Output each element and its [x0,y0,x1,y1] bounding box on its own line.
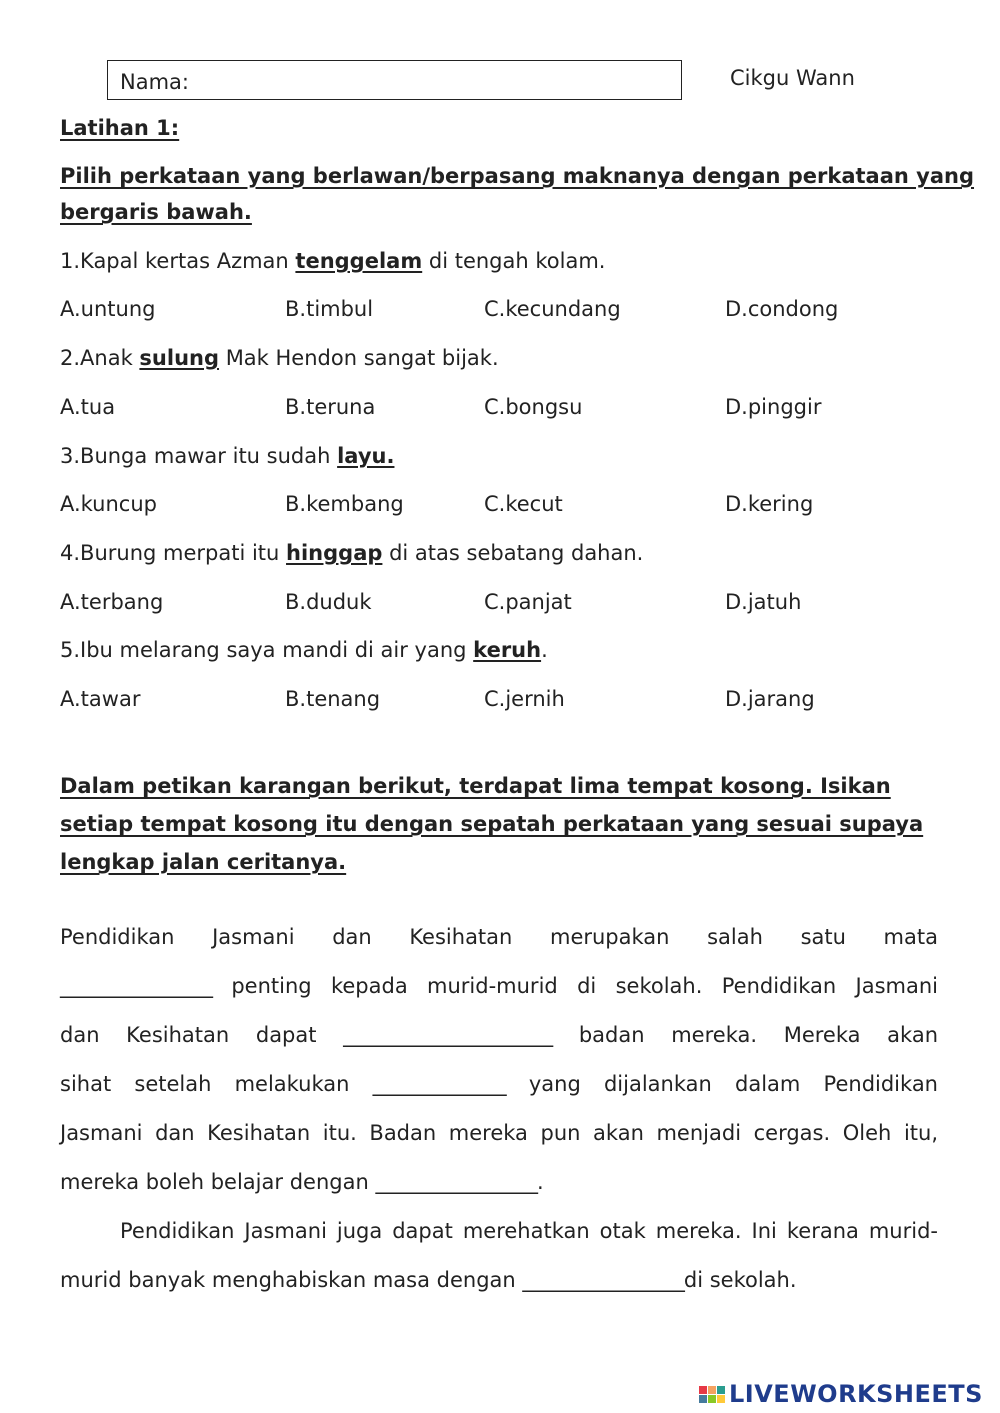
question-text: 2.Anak [60,346,140,370]
passage-line [60,974,938,998]
passage-line: Jasmani dan Kesihatan itu. Badan mereka pun akan menjadi cergas. Oleh itu, [60,1121,938,1145]
blank-5[interactable]: _________________ [522,1268,684,1292]
option-d[interactable]: D.condong [725,297,839,321]
passage-line [60,1268,938,1292]
passage-text: dan Kesihatan dapat [60,1023,344,1047]
underlined-word: sulung [139,346,220,370]
passage-text: penting kepada murid-murid di sekolah. Pendidikan Jasmani [212,974,938,998]
option-a[interactable]: A.untung [60,297,156,321]
question-text: di tengah kolam. [422,249,606,273]
logo-square [699,1395,707,1403]
option-c[interactable]: C.jernih [484,687,565,711]
logo-mark-icon [699,1386,725,1403]
underlined-word: layu. [337,444,395,468]
passage-text: sihat setelah melakukan [60,1072,373,1096]
question-1 [60,249,605,273]
option-b[interactable]: B.timbul [285,297,374,321]
question-text: 3.Bunga mawar itu sudah [60,444,338,468]
question-2 [60,346,499,370]
question-text: Mak Hendon sangat bijak. [219,346,499,370]
blank-3[interactable]: ______________ [372,1072,506,1096]
option-a[interactable]: A.tua [60,395,116,419]
option-d[interactable]: D.kering [725,492,814,516]
instruction-line: lengkap jalan ceritanya. [60,850,347,874]
question-5 [60,638,548,662]
underlined-word: hinggap [286,541,383,565]
option-d[interactable]: D.jarang [725,687,815,711]
blank-2[interactable]: ______________________ [343,1023,553,1047]
option-b[interactable]: B.tenang [285,687,381,711]
instruction-line: Dalam petikan karangan berikut, terdapat lima tempat kosong. Isikan [60,774,891,798]
passage-text: mereka boleh belajar dengan [60,1170,376,1194]
option-c[interactable]: C.kecundang [484,297,621,321]
instruction-line: setiap tempat kosong itu dengan sepatah perkataan yang sesuai supaya [60,812,924,836]
section-title: Latihan 1: [60,116,180,140]
passage-text: . [536,1170,544,1194]
instruction-line: bergaris bawah. [60,200,252,224]
question-text: 1.Kapal kertas Azman [60,249,296,273]
logo-square [708,1386,716,1394]
liveworksheets-logo [699,1380,983,1408]
instruction-line: Pilih perkataan yang berlawan/berpasang maknanya dengan perkataan yang [60,164,975,188]
blank-1[interactable]: ________________ [60,974,212,998]
passage-line: Pendidikan Jasmani juga dapat merehatkan otak mereka. Ini kerana murid- [120,1219,938,1243]
option-a[interactable]: A.tawar [60,687,141,711]
option-b[interactable]: B.kembang [285,492,404,516]
option-a[interactable]: A.terbang [60,590,164,614]
option-d[interactable]: D.jatuh [725,590,802,614]
question-3 [60,444,394,468]
passage-text: badan mereka. Mereka akan [552,1023,938,1047]
passage-line [60,1023,938,1047]
underlined-word: tenggelam [295,249,423,273]
logo-square [699,1386,707,1394]
blank-4[interactable]: _________________ [375,1170,537,1194]
name-field[interactable] [107,60,682,100]
option-b[interactable]: B.duduk [285,590,372,614]
passage-line: Pendidikan Jasmani dan Kesihatan merupakan salah satu mata [60,925,938,949]
passage-line [60,1170,938,1194]
option-a[interactable]: A.kuncup [60,492,157,516]
question-text: di atas sebatang dahan. [382,541,644,565]
passage-text: murid banyak menghabiskan masa dengan [60,1268,523,1292]
teacher-name: Cikgu Wann [730,66,855,90]
question-text: . [541,638,548,662]
option-c[interactable]: C.panjat [484,590,572,614]
option-b[interactable]: B.teruna [285,395,376,419]
logo-square [708,1395,716,1403]
logo-square [717,1395,725,1403]
logo-square [717,1386,725,1394]
passage-text: yang dijalankan dalam Pendidikan [505,1072,938,1096]
brand-name: LIVEWORKSHEETS [729,1380,983,1408]
question-text: 4.Burung merpati itu [60,541,287,565]
passage-line [60,1072,938,1096]
name-label: Nama: [120,70,189,94]
question-text: 5.Ibu melarang saya mandi di air yang [60,638,474,662]
passage-text: di sekolah. [683,1268,797,1292]
option-d[interactable]: D.pinggir [725,395,822,419]
underlined-word: keruh [473,638,542,662]
question-4 [60,541,643,565]
option-c[interactable]: C.bongsu [484,395,583,419]
option-c[interactable]: C.kecut [484,492,563,516]
